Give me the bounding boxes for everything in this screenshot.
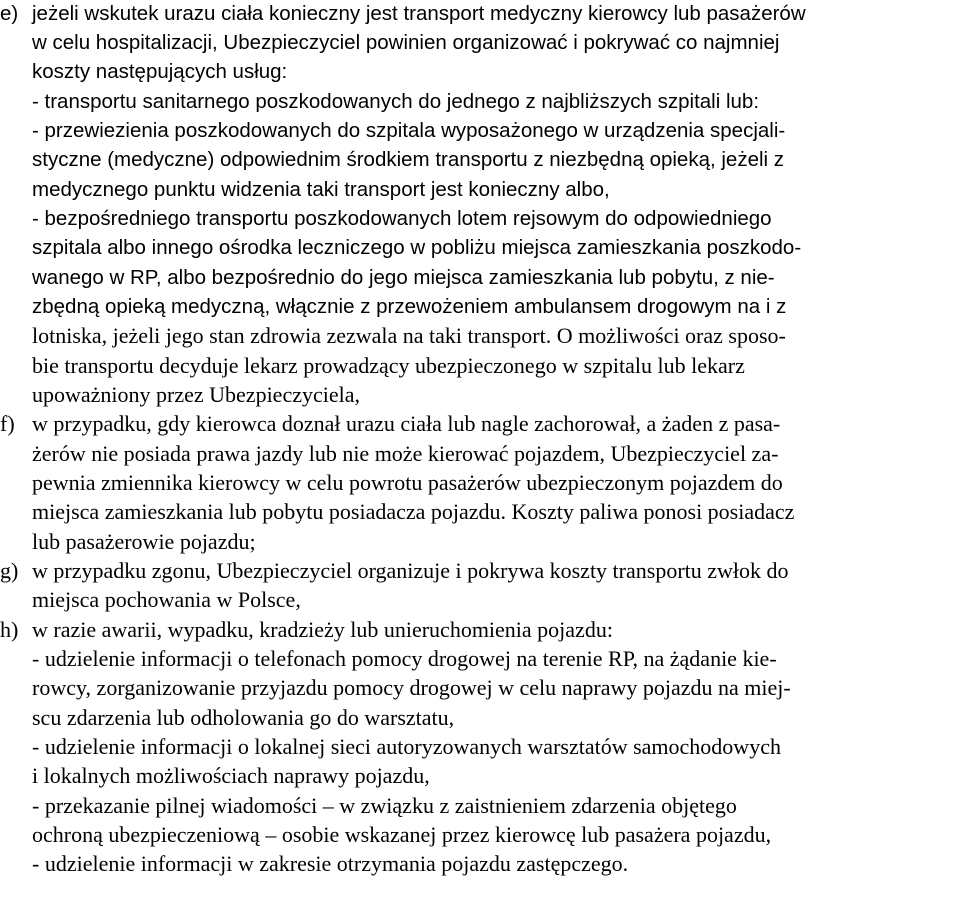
item-h-line-9: - udzielenie informacji w zakresie otrzymania pojazdu zastępczego. bbox=[32, 851, 629, 876]
item-label-h: h) bbox=[0, 617, 19, 642]
item-h-line-4: scu zdarzenia lub odholowania go do warsztatu, bbox=[32, 705, 455, 730]
item-label-g: g) bbox=[0, 558, 19, 583]
item-e-line-2: w celu hospitalizacji, Ubezpieczyciel powinien organizować i pokrywać co najmniej bbox=[32, 31, 780, 54]
item-f-line-2: żerów nie posiada prawa jazdy lub nie może kierować pojazdem, Ubezpieczyciel za- bbox=[32, 441, 779, 466]
item-h-line-6: i lokalnych możliwościach naprawy pojazdu, bbox=[32, 763, 430, 788]
item-h-line-5: - udzielenie informacji o lokalnej sieci autoryzowanych warsztatów samochodowych bbox=[32, 734, 781, 759]
item-f-line-5: lub pasażerowie pojazdu; bbox=[32, 529, 256, 554]
item-label-e: e) bbox=[0, 2, 19, 25]
item-e-line-9: szpitala albo innego ośrodka leczniczego w pobliżu miejsca zamieszkania poszkodo- bbox=[32, 236, 802, 259]
item-e-line-4: - transportu sanitarnego poszkodowanych do jednego z najbliższych szpitali lub: bbox=[32, 90, 760, 113]
item-g-line-2: miejsca pochowania w Polsce, bbox=[32, 587, 301, 612]
item-label-f: f) bbox=[0, 411, 15, 436]
item-f-line-1: w przypadku, gdy kierowca doznał urazu ciała lub nagle zachorował, a żaden z pasa- bbox=[32, 411, 781, 436]
item-e-line-13: bie transportu decyduje lekarz prowadzący ubezpieczonego w szpitalu lub lekarz bbox=[32, 353, 745, 378]
item-e-line-3: koszty następujących usług: bbox=[32, 60, 288, 83]
item-e-line-8: - bezpośredniego transportu poszkodowanych lotem rejsowym do odpowiedniego bbox=[32, 207, 772, 230]
item-h-line-3: rowcy, zorganizowanie przyjazdu pomocy drogowej w celu naprawy pojazdu na miej- bbox=[32, 675, 791, 700]
item-f-line-3: pewnia zmiennika kierowcy w celu powrotu pasażerów ubezpieczonym pojazdem do bbox=[32, 470, 783, 495]
item-h-line-8: ochroną ubezpieczeniową – osobie wskazanej przez kierowcę lub pasażera pojazdu, bbox=[32, 822, 772, 847]
item-h-line-2: - udzielenie informacji o telefonach pomocy drogowej na terenie RP, na żądanie kie- bbox=[32, 646, 777, 671]
item-h-line-7: - przekazanie pilnej wiadomości – w związku z zaistnieniem zdarzenia objętego bbox=[32, 793, 737, 818]
item-e-line-11: zbędną opieką medyczną, włącznie z przewożeniem ambulansem drogowym na i z bbox=[32, 295, 787, 318]
item-g-line-1: w przypadku zgonu, Ubezpieczyciel organizuje i pokrywa koszty transportu zwłok do bbox=[32, 558, 789, 583]
item-f-line-4: miejsca zamieszkania lub pobytu posiadacza pojazdu. Koszty paliwa ponosi posiadacz bbox=[32, 499, 795, 524]
item-e-line-12: lotniska, jeżeli jego stan zdrowia zezwala na taki transport. O możliwości oraz sposo- bbox=[32, 323, 786, 348]
item-e-line-7: medycznego punktu widzenia taki transport jest konieczny albo, bbox=[32, 178, 610, 201]
item-e-line-10: wanego w RP, albo bezpośrednio do jego miejsca zamieszkania lub pobytu, z nie- bbox=[32, 266, 775, 289]
item-h-line-1: w razie awarii, wypadku, kradzieży lub unieruchomienia pojazdu: bbox=[32, 617, 613, 642]
item-e-line-14: upoważniony przez Ubezpieczyciela, bbox=[32, 382, 360, 407]
item-e-line-5: - przewiezienia poszkodowanych do szpitala wyposażonego w urządzenia specjali- bbox=[32, 119, 786, 142]
item-e-line-1: jeżeli wskutek urazu ciała konieczny jest transport medyczny kierowcy lub pasażerów bbox=[32, 2, 806, 25]
item-e-line-6: styczne (medyczne) odpowiednim środkiem transportu z niezbędną opieką, jeżeli z bbox=[32, 148, 785, 171]
